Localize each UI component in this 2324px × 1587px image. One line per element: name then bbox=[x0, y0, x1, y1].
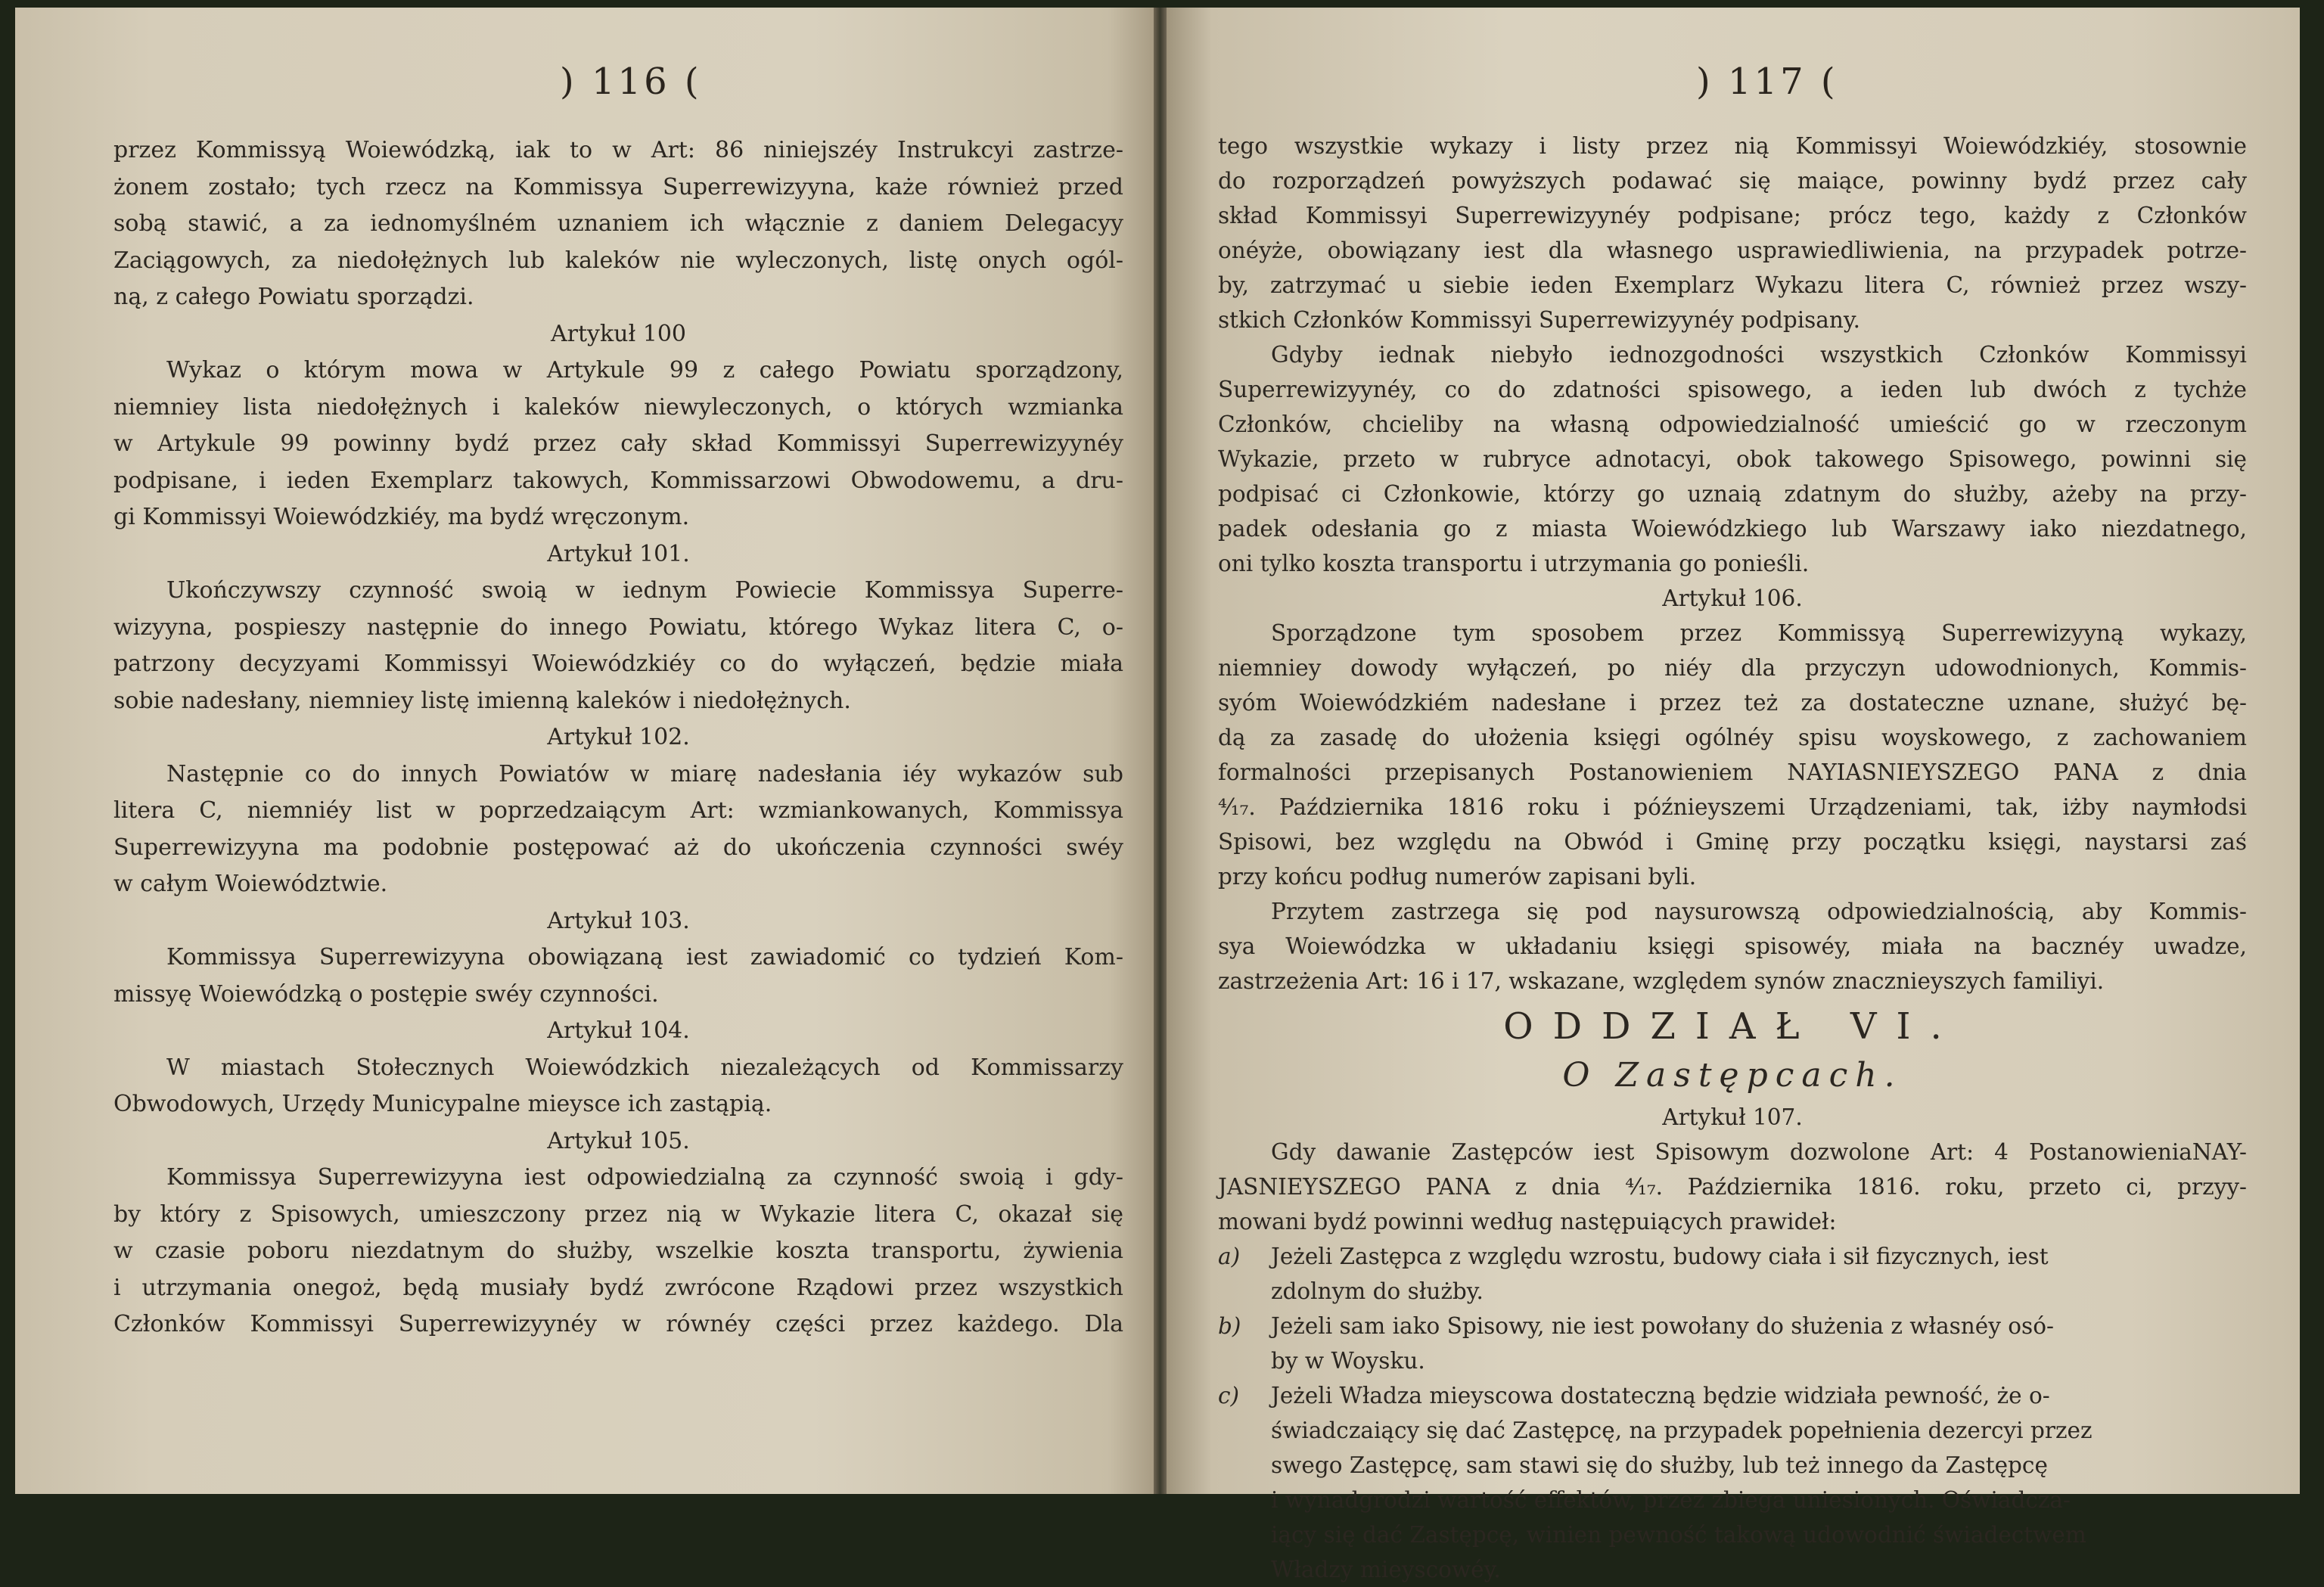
text-line: Kommissya Superrewizyyna iest odpowiedzialną za czynność swoią i gdy- bbox=[166, 1164, 1123, 1191]
text-line: Obwodowych, Urzędy Municypalne mieysce ich zastąpią. bbox=[113, 1091, 772, 1117]
text-line: Gdyby iednak niebyło iednozgodności wszystkich Członków Kommissyi bbox=[1271, 342, 2247, 368]
article-heading-102: Artykuł 102. bbox=[547, 724, 690, 750]
text-line: swego Zastępcę, sam stawi się do służby, lub też innego da Zastępcę bbox=[1271, 1452, 2048, 1478]
text-line: mowani bydź powinni według następuiących prawideł: bbox=[1218, 1209, 1837, 1235]
list-item-a bbox=[1218, 1239, 2247, 1274]
text-line: JASNIEYSZEGO PANA z dnia ⁴⁄₁₇. Października 1816. roku, przeto ci, przyy- bbox=[1218, 1174, 2247, 1200]
text-line: wizyyna, pospieszy następnie do innego Powiatu, którego Wykaz litera C, o- bbox=[113, 613, 1123, 641]
list-item-continuation bbox=[1218, 1552, 2247, 1587]
article-heading-107: Artykuł 107. bbox=[1662, 1104, 1803, 1130]
text-line: syóm Woiewódzkiém nadesłane i przez też za dostateczne uznane, służyć bę- bbox=[1218, 690, 2247, 716]
text-line: zastrzeżenia Art: 16 i 17, wskazane, względem synów znacznieyszych familiyi. bbox=[1218, 968, 2105, 994]
article-heading-104: Artykuł 104. bbox=[547, 1017, 690, 1044]
right-page-text bbox=[1218, 129, 2247, 1587]
text-line: w Artykule 99 powinny bydź przez cały skład Kommissyi Superrewizyynéy bbox=[113, 430, 1123, 457]
text-line: iący się dać Zastępcę, winien pewność takową udowodnić świadectwem bbox=[1271, 1522, 2086, 1548]
text-line: niemniey dowody wyłączeń, po niéy dla przyczyn udowodnionych, Kommis- bbox=[1218, 655, 2247, 681]
text-line: przy końcu podług numerów zapisani byli. bbox=[1218, 864, 1697, 890]
text-line: formalności przepisanych Postanowieniem NAYIASNIEYSZEGO PANA z dnia bbox=[1218, 759, 2247, 785]
text-line: Wykaz o którym mowa w Artykule 99 z całego Powiatu sporządzony, bbox=[166, 357, 1123, 384]
text-line: sobie nadesłany, niemniey listę imienną kaleków i niedołężnych. bbox=[113, 687, 851, 714]
text-line: Spisowi, bez względu na Obwód i Gminę przy początku księgi, naystarsi zaś bbox=[1218, 829, 2247, 855]
text-line: gi Kommissyi Woiewódzkiéy, ma bydź wręczonym. bbox=[113, 504, 690, 530]
text-line: W miastach Stołecznych Woiewódzkich niezależących od Kommissarzy bbox=[166, 1054, 1123, 1081]
text-line: i wynadgrodzi wartość effektów, przez zbiega uniesionych. Oświadcza- bbox=[1271, 1487, 2071, 1513]
text-line: Następnie co do innych Powiatów w miarę nadesłania iéy wykazów sub bbox=[166, 760, 1123, 787]
article-heading-103: Artykuł 103. bbox=[547, 907, 690, 934]
text-line: onéyże, obowiązany iest dla własnego usprawiedliwienia, na przypadek potrze- bbox=[1218, 238, 2247, 263]
text-line: świadczaiący się dać Zastępcę, na przypadek popełnienia dezercyi przez bbox=[1271, 1418, 2093, 1443]
list-item-c bbox=[1218, 1378, 2247, 1413]
text-line: Ukończywszy czynność swoią w iednym Powiecie Kommissya Superre- bbox=[166, 577, 1123, 604]
list-item-continuation bbox=[1218, 1413, 2247, 1448]
text-line: Superrewizyyna ma podobnie postępować aż do ukończenia czynności swéy bbox=[113, 834, 1123, 861]
left-page bbox=[15, 8, 1154, 1494]
text-line: dą za zasadę do ułożenia księgi ogólnéy spisu woyskowego, z zachowaniem bbox=[1218, 725, 2247, 750]
text-line: i utrzymania onegoż, będą musiały bydź zwrócone Rządowi przez wszystkich bbox=[113, 1274, 1123, 1301]
text-line: Przytem zastrzega się pod naysurowszą odpowiedzialnością, aby Kommis- bbox=[1271, 899, 2247, 924]
list-label: b) bbox=[1218, 1313, 1241, 1339]
text-line: oni tylko koszta transportu i utrzymania go ponieśli. bbox=[1218, 551, 1810, 576]
text-line: missyę Woiewódzką o postępie swéy czynności. bbox=[113, 980, 659, 1008]
list-item-b bbox=[1218, 1309, 2247, 1343]
list-item-continuation bbox=[1218, 1517, 2247, 1552]
article-heading-100: Artykuł 100 bbox=[550, 320, 687, 347]
text-line: w czasie poboru niezdatnym do służby, wszelkie koszta transportu, żywienia bbox=[113, 1238, 1123, 1264]
text-line: Władzy mieyscowéy. bbox=[1271, 1557, 1501, 1582]
text-line: stkich Członków Kommissyi Superrewizyynéy podpisany. bbox=[1218, 307, 1861, 333]
text-line: żonem zostało; tych rzecz na Kommissya Superrewizyyna, każe również przed bbox=[113, 173, 1123, 200]
text-line: sya Woiewódzka w układaniu księgi spisowéy, miała na bacznéy uwadze, bbox=[1218, 933, 2247, 959]
text-line: Jeżeli Władza mieyscowa dostateczną będzie widziała pewność, że o- bbox=[1271, 1383, 2050, 1408]
page-number-left: ) 116 ( bbox=[560, 61, 702, 103]
list-item-continuation bbox=[1218, 1448, 2247, 1483]
text-line: ną, z całego Powiatu sporządzi. bbox=[113, 284, 474, 310]
text-line: Wykazie, przeto w rubryce adnotacyi, obok takowego Spisowego, powinni się bbox=[1218, 446, 2247, 472]
book-spread bbox=[15, 8, 2300, 1582]
text-line: do rozporządzeń powyższych podawać się maiące, powinny bydź przez cały bbox=[1218, 168, 2247, 194]
text-line: przez Kommissyą Woiewódzką, iak to w Art: 86 niniejszéy Instrukcyi zastrze- bbox=[113, 137, 1123, 163]
list-label: a) bbox=[1218, 1244, 1241, 1269]
text-line: podpisane, i ieden Exemplarz takowych, Kommissarzowi Obwodowemu, a dru- bbox=[113, 467, 1123, 494]
text-line: Gdy dawanie Zastępców iest Spisowym dozwolone Art: 4 PostanowieniaNAY- bbox=[1271, 1139, 2247, 1165]
text-line: Kommissya Superrewizyyna obowiązaną iest zawiadomić co tydzień Kom- bbox=[166, 944, 1123, 971]
right-page bbox=[1167, 8, 2300, 1582]
article-heading-106: Artykuł 106. bbox=[1662, 585, 1803, 611]
text-line: by w Woysku. bbox=[1271, 1348, 1425, 1374]
text-line: Sporządzone tym sposobem przez Kommissyą Superrewizyyną wykazy, bbox=[1271, 620, 2247, 646]
book-gutter bbox=[1154, 8, 1167, 1494]
list-item-continuation bbox=[1218, 1274, 2247, 1309]
text-line: podpisać ci Członkowie, którzy go uznaią zdatnym do służby, ażeby na przy- bbox=[1218, 481, 2247, 507]
left-page-text bbox=[113, 132, 1123, 1343]
text-line: Jeżeli sam iako Spisowy, nie iest powołany do służenia z własnéy osó- bbox=[1271, 1313, 2054, 1339]
text-line: padek odesłania go z miasta Woiewódzkiego lub Warszawy iako niezdatnego, bbox=[1218, 516, 2247, 542]
text-line: Zaciągowych, za niedołężnych lub kaleków nie wyleczonych, listę onych ogól- bbox=[113, 247, 1123, 274]
section-title: ODDZIAŁ VI. bbox=[1503, 1005, 1962, 1048]
text-line: by, zatrzymać u siebie ieden Exemplarz Wykazu litera C, również przez wszy- bbox=[1218, 272, 2247, 298]
text-line: tego wszystkie wykazy i listy przez nią Kommissyi Woiewódzkiéy, stosownie bbox=[1218, 133, 2247, 159]
article-heading-105: Artykuł 105. bbox=[547, 1127, 690, 1154]
text-line: patrzony decyzyami Kommissyi Woiewódzkiéy co do wyłączeń, będzie miała bbox=[113, 651, 1123, 677]
text-line: sobą stawić, a za iednomyślném uznaniem ich włącznie z daniem Delegacyy bbox=[113, 210, 1123, 237]
article-heading-101: Artykuł 101. bbox=[547, 540, 690, 567]
text-line: by który z Spisowych, umieszczony przez nią w Wykazie litera C, okazał się bbox=[113, 1200, 1123, 1228]
list-label: c) bbox=[1218, 1383, 1240, 1408]
text-line: zdolnym do służby. bbox=[1271, 1278, 1484, 1304]
text-line: litera C, niemniéy list w poprzedzaiącym Art: wzmiankowanych, Kommissya bbox=[113, 797, 1123, 824]
text-line: Członków, chcieliby na własną odpowiedzialność umieścić go w rzeczonym bbox=[1218, 412, 2247, 437]
list-item-continuation bbox=[1218, 1343, 2247, 1378]
list-item-continuation bbox=[1218, 1483, 2247, 1517]
text-line: w całym Woiewództwie. bbox=[113, 871, 388, 897]
page-number-right: ) 117 ( bbox=[1696, 61, 1838, 103]
text-line: skład Kommissyi Superrewizyynéy podpisane; prócz tego, każdy z Członków bbox=[1218, 203, 2247, 228]
text-line: ⁴⁄₁₇. Października 1816 roku i późnieyszemi Urządzeniami, tak, iżby naymłodsi bbox=[1218, 794, 2247, 820]
text-line: Superrewizyynéy, co do zdatności spisowego, a ieden lub dwóch z tychże bbox=[1218, 377, 2247, 402]
text-line: Członków Kommissyi Superrewizyynéy w równéy części przez każdego. Dla bbox=[113, 1311, 1123, 1337]
text-line: niemniey lista niedołężnych i kaleków niewyleczonych, o których wzmianka bbox=[113, 393, 1123, 421]
text-line: Jeżeli Zastępca z względu wzrostu, budowy ciała i sił fizycznych, iest bbox=[1271, 1244, 2049, 1269]
section-subtitle: O Zastępcach. bbox=[1562, 1056, 1903, 1095]
